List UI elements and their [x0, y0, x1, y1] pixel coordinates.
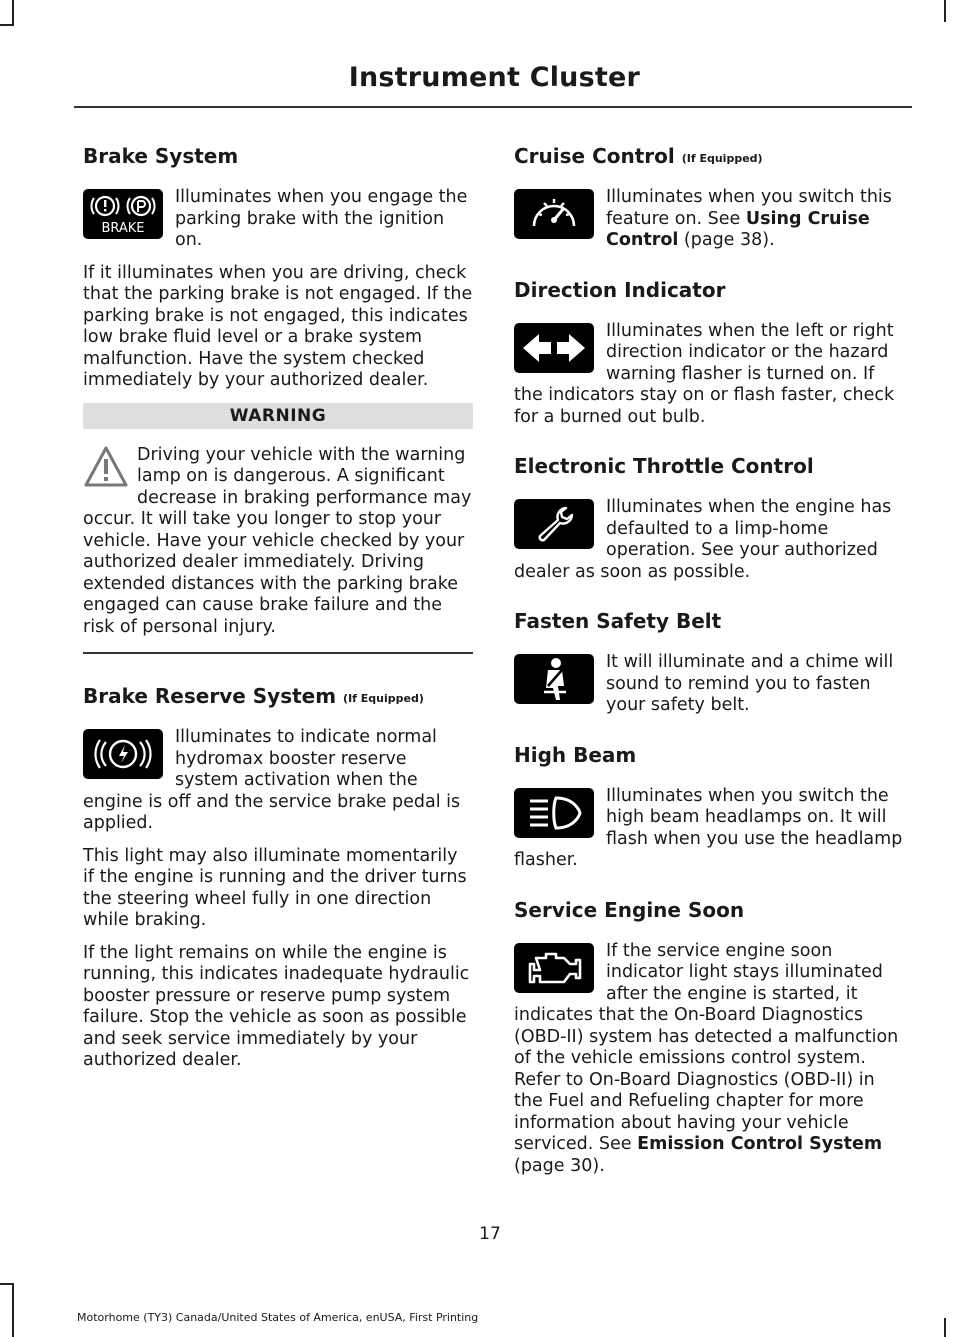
warning-text: Driving your vehicle with the warning lamp on is dangerous. A significant decrease in braking performance may occur. It will take you longer to stop your vehicle. Have your vehicle checked by your authorized dealer immediately. Driving extended distances with the parking brake engaged can cause brake failure and the risk of personal injury. — [83, 444, 472, 637]
if-equipped-label: (If Equipped) — [681, 152, 763, 165]
brake-system-p1: Illuminates when you engage the parking brake with the ignition on. — [175, 187, 468, 250]
section-cruise-control — [514, 144, 904, 252]
high-beam-icon — [514, 788, 594, 838]
section-title: Fasten Safety Belt — [514, 609, 722, 633]
brake-system-intro — [83, 187, 473, 252]
right-column — [514, 144, 904, 1203]
crop-mark — [944, 1318, 946, 1337]
brake-reserve-p3: If the light remains on while the engine is running, this indicates inadequate hydraulic booster pressure or reserve pump system failure. Stop the vehicle as soon as possible and seek service immediately by your authorized dealer. — [83, 942, 470, 1070]
turn-signal-arrows-icon — [514, 323, 594, 373]
brake-reserve-icon — [83, 729, 163, 779]
section-title-text: Cruise Control — [514, 144, 675, 168]
warning-rule — [83, 652, 473, 654]
left-column — [83, 144, 473, 1098]
section-title — [83, 684, 473, 709]
engine-text-b: (page 30). — [514, 1155, 605, 1176]
section-title: Electronic Throttle Control — [514, 454, 814, 478]
section-title — [514, 144, 904, 169]
brake-reserve-p2: This light may also illuminate momentarily if the engine is running and the driver turns the steering wheel fully in one direction while braking. — [83, 845, 467, 930]
seatbelt-icon — [514, 654, 594, 704]
wrench-icon — [514, 499, 594, 549]
crop-mark — [944, 0, 946, 22]
section-title: Service Engine Soon — [514, 897, 745, 922]
brake-system-p2: If it illuminates when you are driving, check that the parking brake is not engaged. If the parking brake is not engaged, this indicates low brake fluid level or a brake system malfunction. Have the system checked immediately by your authorized dealer. — [83, 262, 473, 390]
header-rule — [74, 106, 912, 108]
section-brake-reserve — [83, 684, 473, 1072]
warning-heading: WARNING — [83, 403, 473, 429]
page-title: Instrument Cluster — [348, 62, 640, 93]
cruise-text — [514, 187, 904, 252]
section-electronic-throttle — [514, 454, 904, 583]
section-brake-system — [83, 144, 473, 654]
speedometer-icon — [514, 189, 594, 239]
section-safety-belt — [514, 609, 904, 717]
section-title: Direction Indicator — [514, 277, 726, 302]
section-title: Brake System — [83, 144, 239, 168]
high-beam-text — [514, 786, 904, 872]
direction-text — [514, 321, 904, 429]
crop-mark — [12, 1283, 14, 1337]
section-title: High Beam — [514, 742, 637, 767]
if-equipped-label: (If Equipped) — [343, 692, 424, 705]
high-beam-text-body: Illuminates when you switch the high beam headlamps on. It will flash when you use the headlamp flasher. — [514, 785, 903, 870]
crop-mark — [12, 0, 14, 26]
cruise-page-ref[interactable]: Using Cruise Control — [606, 208, 870, 250]
engine-text — [514, 941, 904, 1178]
section-direction-indicator — [514, 278, 904, 429]
belt-text — [514, 652, 904, 717]
footer-text: Motorhome (TY3) Canada/United States of America, enUSA, First Printing — [77, 1311, 479, 1324]
direction-text-body: Illuminates when the left or right direction indicator or the hazard warning flasher is turned on. If the indicators stay on or flash faster, check for a burned out bulb. — [514, 320, 895, 427]
engine-text-a: If the service engine soon indicator light stays illuminated after the engine is started, it indicates that the On-Board Diagnostics (OBD-II) system has detected a malfunction of the vehicle emissions control system. Refer to On-Board Diagnostics (OBD-II) in the Fuel and Refueling chapter for more information about having your vehicle serviced. See — [514, 940, 899, 1154]
throttle-text — [514, 497, 904, 583]
brake-icon-label: BRAKE — [101, 221, 145, 236]
page-number: 17 — [479, 1224, 501, 1244]
section-title-text: Brake Reserve System — [83, 684, 337, 708]
warning-body — [83, 445, 473, 639]
crop-mark — [0, 24, 14, 26]
brake-reserve-p1 — [83, 727, 473, 835]
crop-mark — [0, 1283, 14, 1285]
belt-text-body: It will illuminate and a chime will sound to remind you to fasten your safety belt. — [606, 652, 894, 715]
section-service-engine — [514, 898, 904, 1178]
throttle-text-body: Illuminates when the engine has defaulted to a limp-home operation. See your authorized dealer as soon as possible. — [514, 497, 892, 582]
brake-warning-icon — [83, 189, 163, 239]
brake-reserve-p1-text: Illuminates to indicate normal hydromax booster reserve system activation when the engine is off and the service brake pedal is applied. — [83, 727, 461, 833]
engine-page-ref[interactable]: Emission Control System — [637, 1134, 883, 1154]
cruise-text-a: Illuminates when you switch this feature on. See — [606, 187, 892, 229]
cruise-text-b: (page 38). — [678, 230, 775, 250]
section-high-beam — [514, 743, 904, 872]
check-engine-icon — [514, 943, 594, 993]
warning-triangle-icon — [83, 445, 129, 489]
